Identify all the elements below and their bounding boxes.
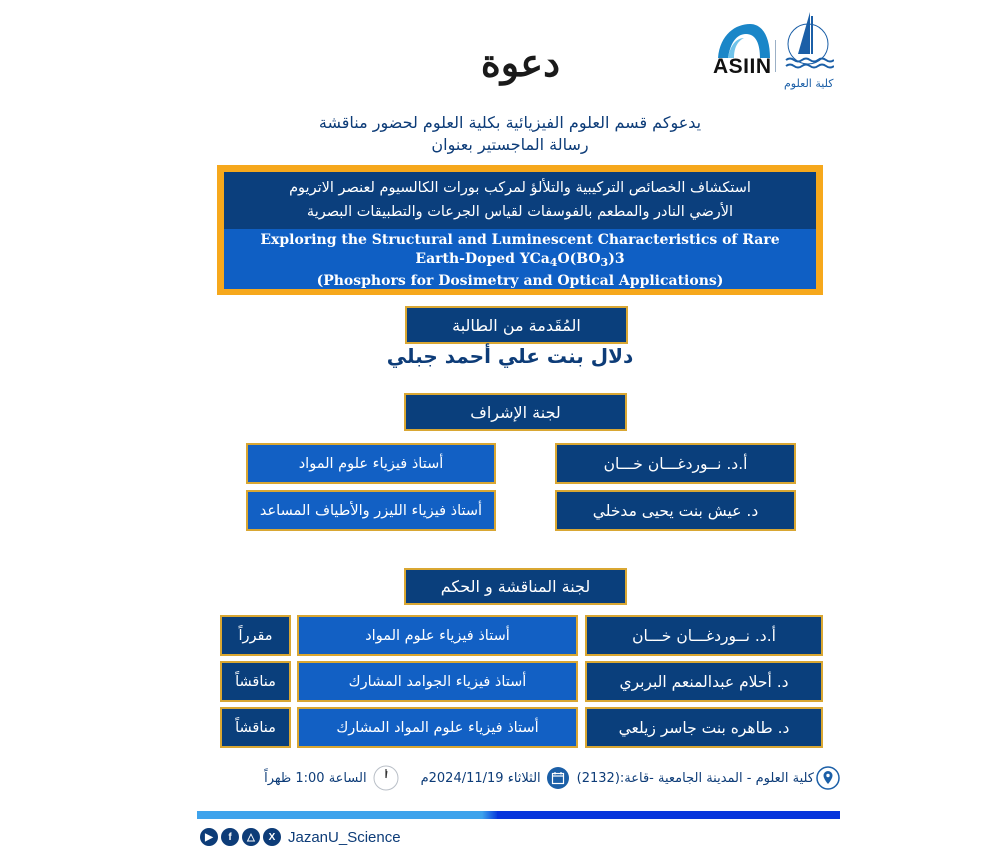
intro-line-1: يدعوكم قسم العلوم الفيزيائية بكلية العلوم لحضور مناقشة [318, 113, 702, 132]
examiner-role-box [220, 615, 291, 656]
thesis-title-arabic-line-1: استكشاف الخصائص التركيبية والتلألؤ لمركب بورات الكالسيوم لعنصر الاتريوم [289, 180, 751, 196]
social-links [200, 826, 401, 848]
college-of-science-label: كلية العلوم [784, 77, 834, 90]
thesis-title-frame [217, 165, 823, 295]
supervisor-title-box [246, 443, 496, 484]
examiner-name: د. طاهره بنت جاسر زيلعي [618, 718, 790, 737]
asiin-logo-arc [716, 22, 772, 58]
snapchat-icon[interactable]: △ [242, 828, 260, 846]
event-date: الثلاثاء 2024/11/19م [420, 770, 541, 786]
examiner-name: د. أحلام عبدالمنعم البربري [619, 672, 789, 691]
formula-part: O(BO [557, 251, 601, 267]
supervisor-name-box [555, 443, 796, 484]
asiin-logo: ASIIN [713, 55, 772, 78]
supervisor-title: أستاذ فيزياء علوم المواد [298, 455, 444, 472]
invitation-intro [250, 112, 770, 156]
student-label-box [405, 306, 628, 344]
formula-subscript: 4 [549, 256, 558, 269]
examination-label-box [404, 568, 627, 605]
examiner-title: أستاذ فيزياء علوم المواد [365, 627, 510, 644]
thesis-title-english-line-1: Exploring the Structural and Luminescent Characteristics of Rare [260, 232, 780, 248]
thesis-title-english-line-3: (Phosphors for Dosimetry and Optical Applications) [316, 273, 724, 289]
student-label: المُقَدمة من الطالبة [452, 315, 581, 335]
supervisor-name: أ.د. نــوردغـــان خـــان [603, 454, 748, 473]
social-handle[interactable]: JazanU_Science [288, 828, 401, 846]
examiner-role: مناقشاً [235, 719, 276, 736]
examiner-title-box [297, 707, 578, 748]
footer-bar-dark [497, 811, 840, 819]
formula-part: )3 [608, 251, 625, 267]
event-details [210, 763, 840, 793]
thesis-title-arabic-line-2: الأرضي النادر والمطعم بالفوسفات لقياس الجرعات والتطبيقات البصرية [306, 204, 734, 220]
jazan-university-emblem [782, 10, 834, 78]
supervisor-title: أستاذ فيزياء الليزر والأطياف المساعد [259, 502, 483, 519]
x-icon[interactable]: X [263, 828, 281, 846]
event-location: كلية العلوم - المدينة الجامعية -قاعة:(2132) [576, 770, 814, 786]
supervisor-name: د. عيش بنت يحيى مدخلي [592, 501, 759, 520]
supervision-label: لجنة الإشراف [470, 402, 561, 422]
student-name: دلال بنت علي أحمد جبلي [386, 344, 634, 368]
examiner-title-box [297, 615, 578, 656]
examiner-name-box [585, 707, 823, 748]
formula-subscript: 3 [600, 256, 609, 269]
formula-part: Earth-Doped YCa [415, 251, 550, 267]
examiner-name-box [585, 661, 823, 702]
examiner-role: مقرراً [238, 627, 273, 644]
examiner-role-box [220, 707, 291, 748]
event-time: الساعة 1:00 ظهراً [264, 770, 367, 786]
supervisor-name-box [555, 490, 796, 531]
supervisor-title-box [246, 490, 496, 531]
map-pin-icon [816, 766, 840, 790]
examination-label: لجنة المناقشة و الحكم [440, 577, 591, 596]
examiner-role: مناقشاً [235, 673, 276, 690]
intro-line-2: رسالة الماجستير بعنوان [431, 135, 589, 154]
youtube-icon[interactable]: ▶ [200, 828, 218, 846]
calendar-icon [547, 767, 569, 789]
invitation-calligraphy: دعوة [480, 40, 560, 85]
examiner-title: أستاذ فيزياء الجوامد المشارك [348, 673, 527, 690]
examiner-name: أ.د. نــوردغـــان خـــان [632, 626, 776, 645]
clock-icon [373, 765, 399, 791]
thesis-title-arabic [224, 172, 816, 229]
thesis-title-english-line-2 [224, 250, 816, 272]
facebook-icon[interactable]: f [221, 828, 239, 846]
examiner-role-box [220, 661, 291, 702]
examiner-title-box [297, 661, 578, 702]
supervision-label-box [404, 393, 627, 431]
logo-divider [775, 40, 776, 72]
thesis-title-english [224, 229, 816, 289]
examiner-title: أستاذ فيزياء علوم المواد المشارك [336, 719, 539, 736]
footer-bar-light [197, 811, 497, 819]
examiner-name-box [585, 615, 823, 656]
